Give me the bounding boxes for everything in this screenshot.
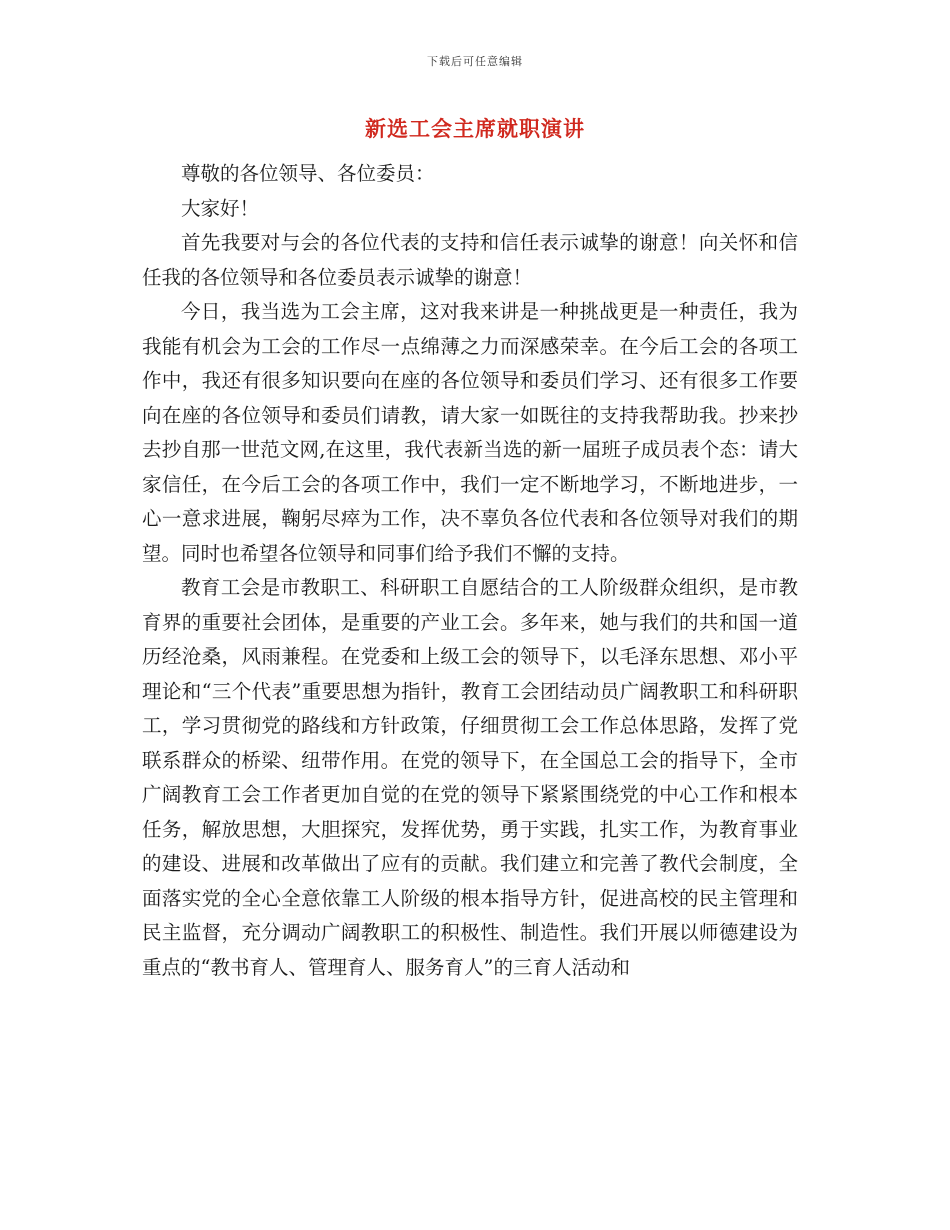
paragraph: 教育工会是市教职工、科研职工自愿结合的工人阶级群众组织，是市教育界的重要社会团体，是重要的产业工会。多年来，她与我们的共和国一道历经沧桑，风雨兼程。在党委和上级工会的领导下，以毛泽东思想、邓小平理论和“三个代表”重要思想为指针，教育工会团结动员广阔教职工和科研职工，学习贯彻党的路线和方针政策，仔细贯彻工会工作总体思路，发挥了党联系群众的桥梁、纽带作用。在党的领导下，在全国总工会的指导下，全市广阔教育工会工作者更加自觉的在党的领导下紧紧围绕党的中心工作和根本任务，解放思想，大胆探究，发挥优势，勇于实践，扎实工作，为教育事业的建设、进展和改革做出了应有的贡献。我们建立和完善了教代会制度，全面落实党的全心全意依靠工人阶级的根本指导方针，促进高校的民主管理和民主监督，充分调动广阔教职工的积极性、制造性。我们开展以师德建设为重点的“教书育人、管理育人、服务育人”的三育人活动和 <box>142 576 798 979</box>
document-body <box>142 157 798 985</box>
salutation: 尊敬的各位领导、各位委员： <box>181 162 435 185</box>
header-note: 下载后可任意编辑 <box>427 55 523 68</box>
paragraph: 今日，我当选为工会主席，这对我来讲是一种挑战更是一种责任，我为我能有机会为工会的工作尽一点绵薄之力而深感荣幸。在今后工会的各项工作中，我还有很多知识要向在座的各位领导和委员们学习、还有很多工作要向在座的各位领导和委员们请教，请大家一如既往的支持我帮助我。抄来抄去抄自那一世范文网,在这里，我代表新当选的新一届班子成员表个态：请大家信任，在今后工会的各项工作中，我们一定不断地学习，不断地进步，一心一意求进展，鞠躬尽瘁为工作，决不辜负各位代表和各位领导对我们的期望。同时也希望各位领导和同事们给予我们不懈的支持。 <box>142 300 798 565</box>
paragraph: 首先我要对与会的各位代表的支持和信任表示诚挚的谢意！向关怀和信任我的各位领导和各位委员表示诚挚的谢意！ <box>142 231 798 289</box>
document-title: 新选工会主席就职演讲 <box>365 116 585 141</box>
greeting: 大家好！ <box>181 196 260 220</box>
